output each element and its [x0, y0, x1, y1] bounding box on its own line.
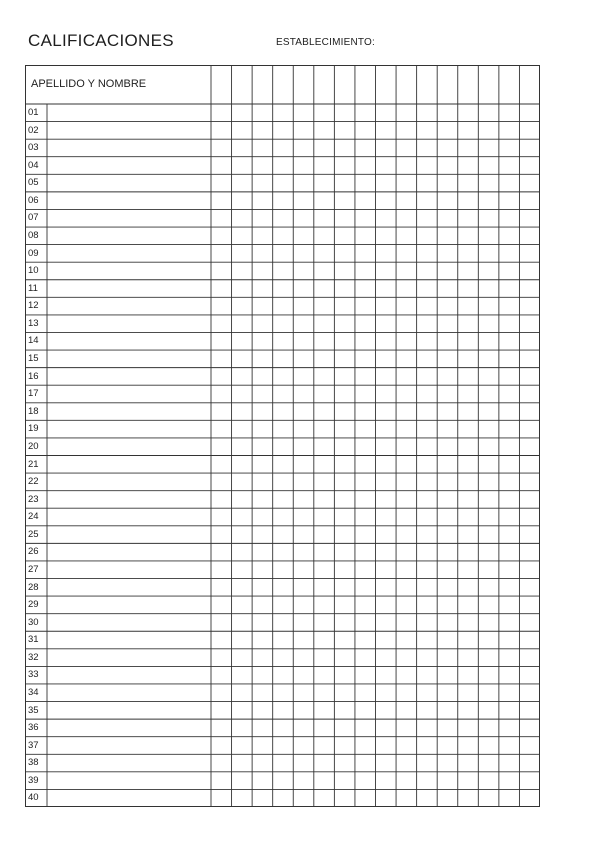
row-number: 31	[28, 634, 39, 646]
row-number: 34	[28, 686, 39, 698]
row-number: 15	[28, 353, 39, 365]
row-number: 10	[28, 265, 39, 277]
row-number: 03	[28, 142, 39, 154]
row-number: 04	[28, 159, 39, 171]
row-number: 21	[28, 458, 39, 470]
row-number: 22	[28, 476, 39, 488]
row-number: 18	[28, 405, 39, 417]
row-number: 11	[28, 282, 38, 294]
row-number: 25	[28, 528, 39, 540]
row-number: 05	[28, 177, 39, 189]
row-number: 30	[28, 616, 39, 628]
row-number: 19	[28, 423, 39, 435]
row-number: 02	[28, 124, 39, 136]
row-number: 14	[28, 335, 39, 347]
row-number: 28	[28, 581, 39, 593]
row-number: 20	[28, 440, 39, 452]
row-number: 32	[28, 651, 39, 663]
row-number: 08	[28, 230, 39, 242]
row-number: 01	[28, 107, 39, 118]
row-number: 07	[28, 212, 39, 224]
row-number: 27	[28, 563, 39, 575]
row-number: 24	[28, 511, 39, 523]
row-number: 13	[28, 317, 39, 329]
row-number: 17	[28, 388, 39, 400]
row-number: 29	[28, 599, 39, 611]
page-title: CALIFICACIONES	[28, 31, 174, 50]
row-number: 33	[28, 669, 39, 681]
row-number: 39	[28, 774, 39, 786]
row-number: 26	[28, 546, 39, 558]
row-number: 35	[28, 704, 39, 716]
row-number: 06	[28, 194, 39, 206]
row-number: 23	[28, 493, 39, 505]
row-number: 37	[28, 739, 39, 751]
name-column-header: APELLIDO Y NOMBRE	[31, 78, 147, 90]
row-number: 40	[28, 792, 39, 804]
establishment-label: ESTABLECIMIENTO:	[276, 37, 375, 48]
row-number: 09	[28, 247, 39, 259]
row-number: 16	[28, 370, 39, 382]
row-number: 36	[28, 722, 39, 734]
row-number: 38	[28, 757, 39, 769]
row-number: 12	[28, 300, 39, 312]
